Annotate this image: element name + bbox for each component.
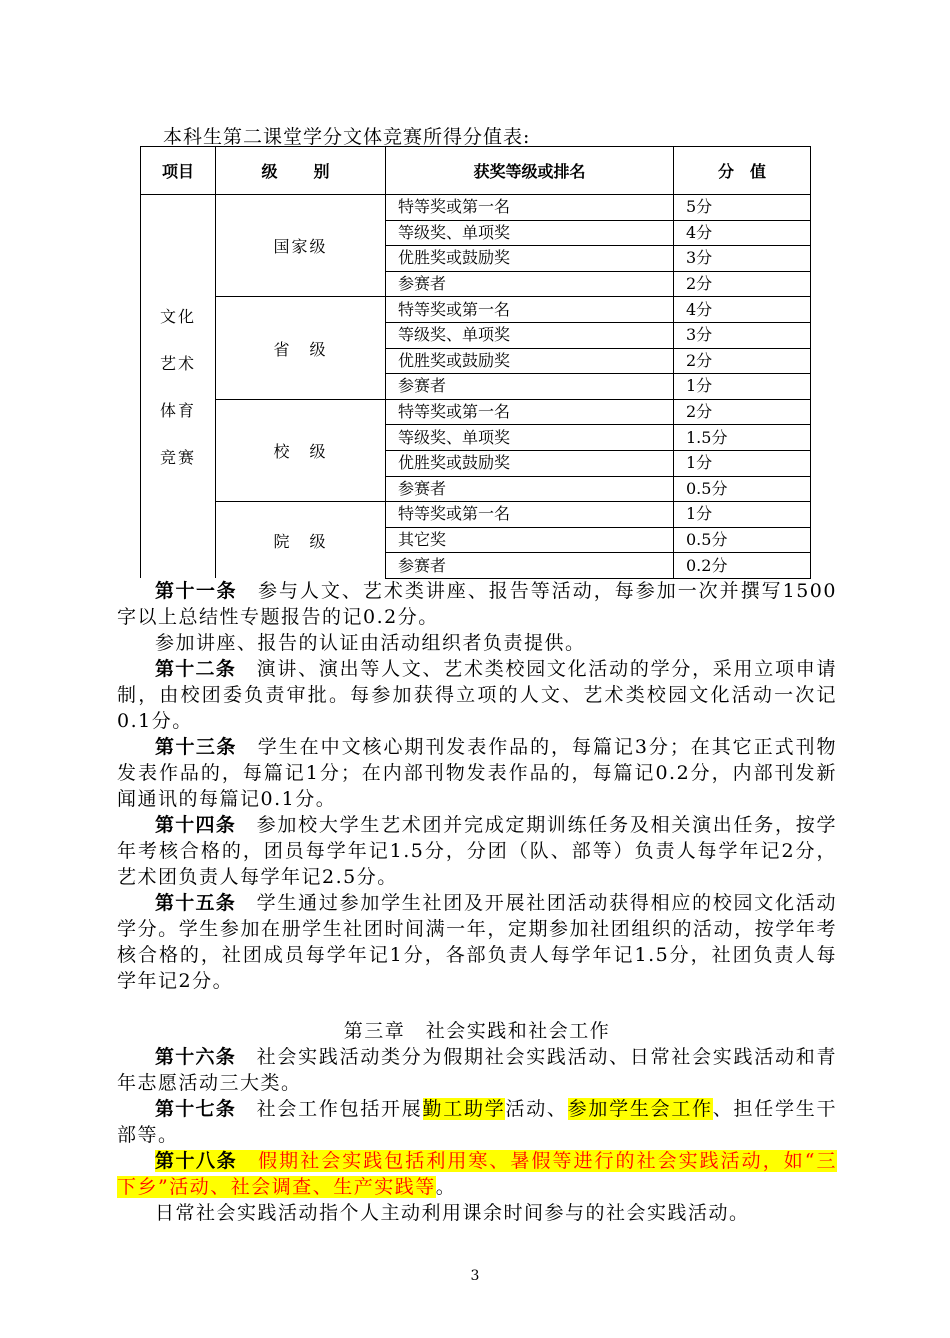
score-cell: 2分 (674, 348, 811, 374)
article-16 (117, 1044, 837, 1096)
page-number: 3 (470, 1268, 480, 1284)
article-title: 第十五条 (155, 892, 236, 914)
score-cell: 5分 (674, 195, 811, 221)
rank-cell: 特等奖或第一名 (386, 297, 674, 323)
score-table (140, 146, 811, 579)
article-11 (117, 578, 837, 630)
score-cell: 3分 (674, 322, 811, 348)
article-text: 社会实践活动类分为假期社会实践活动、日常社会实践活动和青年志愿活动三大类。 (117, 1046, 837, 1094)
article-text: 参与人文、艺术类讲座、报告等活动，每参加一次并撰写1500字以上总结性专题报告的记0.2分。 (117, 580, 837, 628)
score-cell: 0.2分 (674, 553, 811, 579)
rank-cell: 特等奖或第一名 (386, 195, 674, 221)
level-cell: 院 级 (216, 502, 386, 579)
score-cell: 2分 (674, 271, 811, 297)
article-title: 第十二条 (155, 658, 236, 680)
article-title: 第十七条 (155, 1098, 236, 1120)
article-text: 学生在中文核心期刊发表作品的，每篇记3分；在其它正式刊物发表作品的，每篇记1分；在内部刊物发表作品的，每篇记0.2分，内部刊发新闻通讯的每篇记0.1分。 (117, 736, 837, 810)
level-cell: 校 级 (216, 399, 386, 501)
article-title: 第十三条 (155, 736, 237, 758)
article-text: 、担任学生干部等。 (117, 1098, 837, 1146)
table-header-row (141, 147, 811, 195)
article-title: 第十八条 (155, 1150, 238, 1172)
article-17 (117, 1096, 837, 1148)
article-15 (117, 890, 837, 994)
score-cell: 1分 (674, 450, 811, 476)
article-text: 社会工作包括开展 (256, 1098, 423, 1120)
article-text: 学生通过参加学生社团及开展社团活动获得相应的校园文化活动学分。学生参加在册学生社团时间满一年，定期参加社团组织的活动，按学年考核合格的，社团成员每学年记1分，各部负责人每学年记1.5分，社团负责人每学年记2分。 (117, 892, 837, 992)
rank-cell: 特等奖或第一名 (386, 399, 674, 425)
daily-practice: 日常社会实践活动指个人主动利用课余时间参与的社会实践活动。 (155, 1202, 750, 1224)
score-cell: 4分 (674, 220, 811, 246)
chapter-heading: 第三章 社会实践和社会工作 (343, 1020, 611, 1042)
score-cell: 0.5分 (674, 527, 811, 553)
article-title: 第十四条 (155, 814, 236, 836)
header-award: 获奖等级或排名 (386, 147, 674, 195)
rank-cell: 参赛者 (386, 553, 674, 579)
score-cell: 1.5分 (674, 425, 811, 451)
rank-cell: 优胜奖或鼓励奖 (386, 348, 674, 374)
table-title: 本科生第二课堂学分文体竞赛所得分值表: (163, 126, 531, 148)
article-11-extra: 参加讲座、报告的认证由活动组织者负责提供。 (155, 632, 586, 654)
category-line: 体育 (159, 400, 196, 420)
score-cell: 2分 (674, 399, 811, 425)
rank-cell: 优胜奖或鼓励奖 (386, 246, 674, 272)
score-cell: 1分 (674, 374, 811, 400)
body-text (117, 578, 837, 1226)
score-cell: 0.5分 (674, 476, 811, 502)
level-cell: 省 级 (216, 297, 386, 399)
rank-cell: 优胜奖或鼓励奖 (386, 450, 674, 476)
rank-cell: 等级奖、单项奖 (386, 220, 674, 246)
rank-cell: 等级奖、单项奖 (386, 425, 674, 451)
category-line: 竞赛 (159, 447, 196, 467)
rank-cell: 参赛者 (386, 271, 674, 297)
rank-cell: 参赛者 (386, 374, 674, 400)
score-cell: 1分 (674, 502, 811, 528)
score-cell: 3分 (674, 246, 811, 272)
table-row (141, 297, 811, 323)
article-title: 第十六条 (155, 1046, 236, 1068)
article-14 (117, 812, 837, 890)
highlight-text-red: 假期社会实践包括利用寒、暑假等进行的社会实践活动，如“三下乡”活动、社会调查、生产实践等 (117, 1150, 837, 1198)
article-text: 活动、 (505, 1098, 568, 1120)
article-text: 。 (435, 1176, 457, 1198)
highlight-text: 勤工助学 (422, 1098, 506, 1120)
table-row (141, 195, 811, 221)
score-cell: 4分 (674, 297, 811, 323)
category-line: 艺术 (159, 353, 196, 373)
rank-cell: 等级奖、单项奖 (386, 322, 674, 348)
rank-cell: 参赛者 (386, 476, 674, 502)
header-score: 分 值 (674, 147, 811, 195)
table-row (141, 399, 811, 425)
header-item: 项目 (141, 147, 216, 195)
article-12 (117, 656, 837, 734)
rank-cell: 特等奖或第一名 (386, 502, 674, 528)
table-row (141, 502, 811, 528)
article-13 (117, 734, 837, 812)
header-level: 级 别 (216, 147, 386, 195)
article-text: 演讲、演出等人文、艺术类校园文化活动的学分，采用立项申请制，由校团委负责审批。每参加获得立项的人文、艺术类校园文化活动一次记0.1分。 (117, 658, 837, 732)
rank-cell: 其它奖 (386, 527, 674, 553)
article-text: 参加校大学生艺术团并完成定期训练任务及相关演出任务，按学年考核合格的，团员每学年记1.5分，分团（队、部等）负责人每学年记2分，艺术团负责人每学年记2.5分。 (117, 814, 837, 888)
category-cell (141, 195, 216, 579)
highlight-text: 参加学生会工作 (567, 1098, 713, 1120)
article-title: 第十一条 (155, 580, 237, 602)
level-cell: 国家级 (216, 195, 386, 297)
category-line: 文化 (159, 306, 196, 326)
article-18 (117, 1148, 837, 1200)
